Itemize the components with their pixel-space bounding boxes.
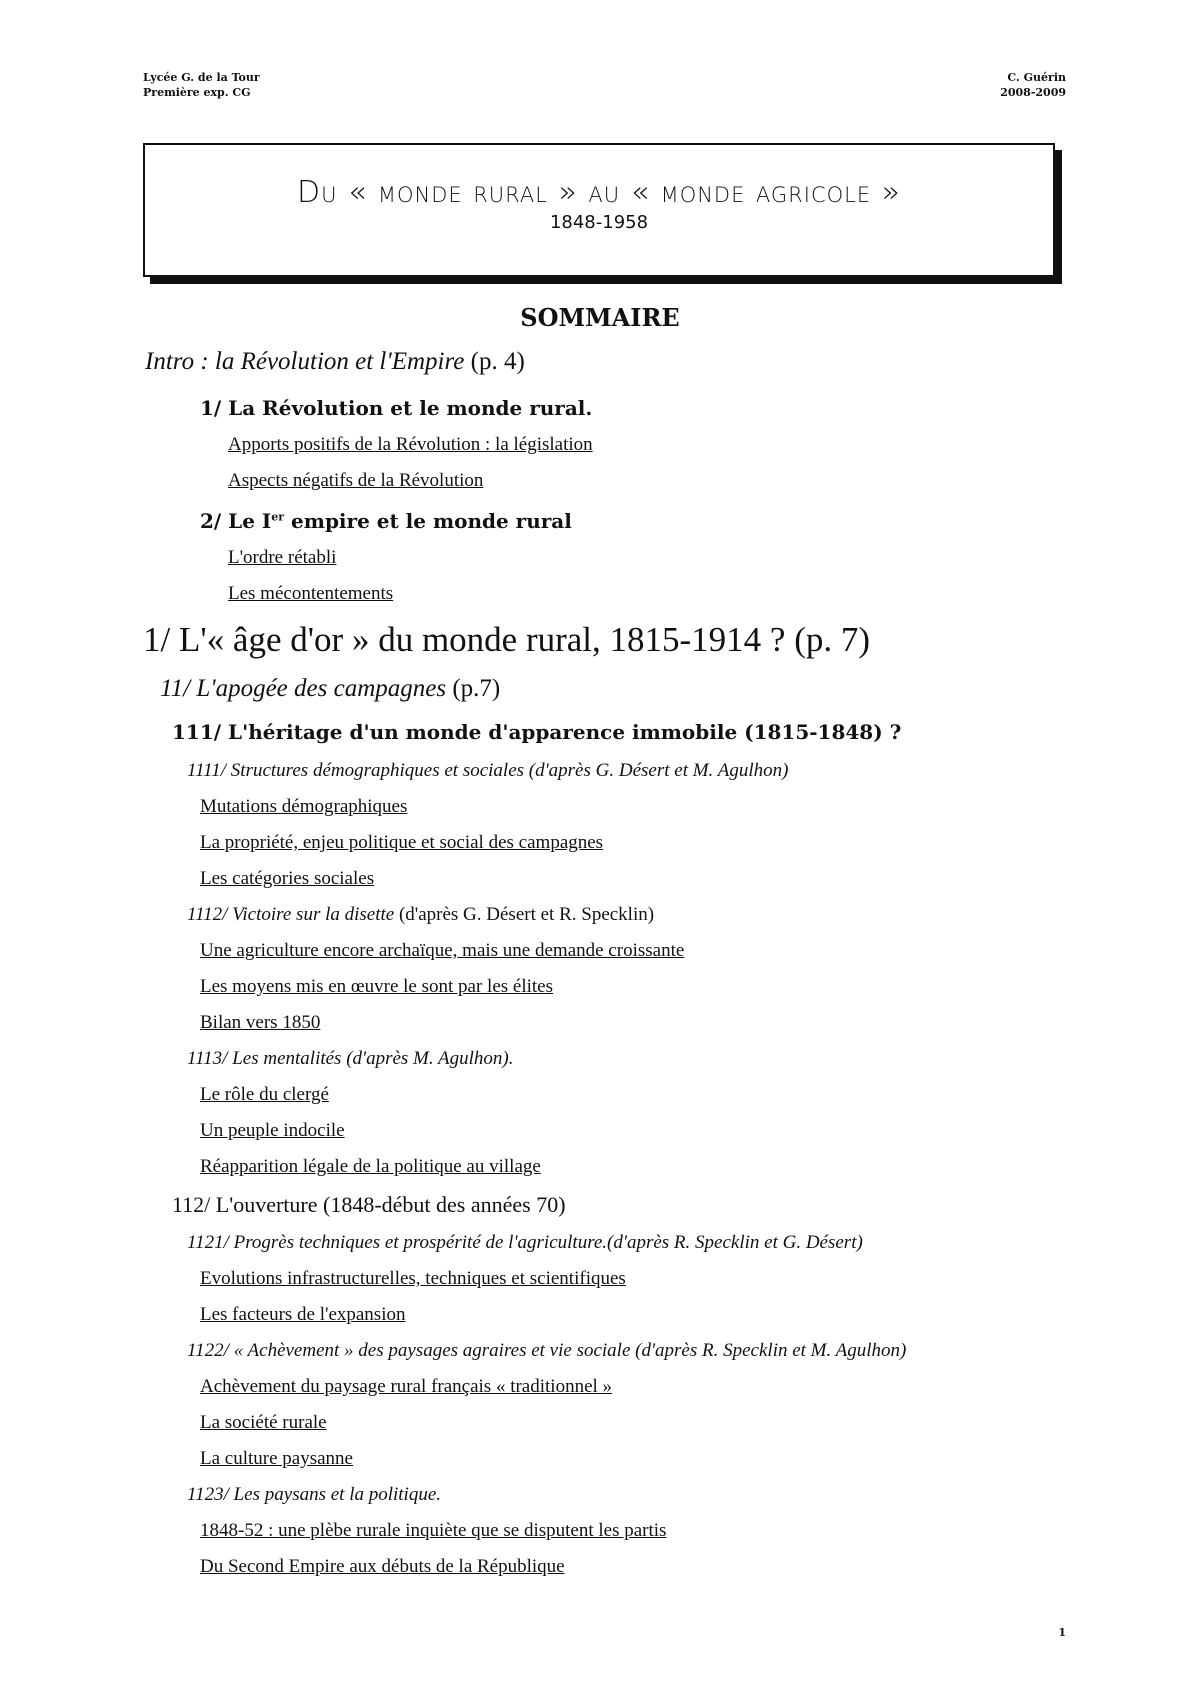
toc-link[interactable]: Mutations démographiques: [200, 796, 408, 817]
header-left: [143, 70, 260, 100]
toc-item-1122[interactable]: 1122/ « Achèvement » des paysages agraires et vie sociale (d'après R. Specklin et M. Agulhon): [187, 1340, 907, 1361]
header-right: [1000, 70, 1066, 100]
toc-link[interactable]: La société rurale: [200, 1412, 327, 1433]
toc-link[interactable]: Le rôle du clergé: [200, 1084, 329, 1105]
toc-section-2-sup: er: [271, 510, 285, 524]
toc-link[interactable]: Réapparition légale de la politique au village: [200, 1156, 541, 1177]
toc-section-2[interactable]: [200, 509, 572, 533]
toc-link[interactable]: Un peuple indocile: [200, 1120, 345, 1141]
toc-link[interactable]: Les moyens mis en œuvre le sont par les élites: [200, 976, 554, 997]
toc-link[interactable]: La culture paysanne: [200, 1448, 353, 1469]
toc-link[interactable]: Bilan vers 1850: [200, 1012, 321, 1033]
toc-chapter-11[interactable]: [160, 675, 500, 703]
toc-item-1112[interactable]: [187, 904, 654, 926]
toc-item-1112-authors: (d'après G. Désert et R. Specklin): [398, 904, 655, 925]
header-class: Première exp. CG: [143, 86, 251, 99]
toc-link[interactable]: Achèvement du paysage rural français « traditionnel »: [200, 1376, 613, 1397]
toc-link[interactable]: Les facteurs de l'expansion: [200, 1304, 406, 1325]
toc-part-1[interactable]: 1/ L'« âge d'or » du monde rural, 1815-1914 ? (p. 7): [143, 620, 871, 659]
toc-link[interactable]: Aspects négatifs de la Révolution: [228, 470, 484, 491]
toc-section-2-post: empire et le monde rural: [284, 509, 572, 533]
header-year: 2008-2009: [1000, 86, 1066, 99]
toc-item-1123[interactable]: 1123/ Les paysans et la politique.: [187, 1484, 442, 1505]
toc-intro[interactable]: [145, 348, 525, 376]
toc-link[interactable]: La propriété, enjeu politique et social des campagnes: [200, 832, 604, 853]
toc-chapter-11-text: 11/ L'apogée des campagnes: [160, 675, 447, 702]
document-dates: 1848-1958: [549, 212, 649, 233]
header-school: Lycée G. de la Tour: [143, 71, 260, 84]
toc-link[interactable]: Apports positifs de la Révolution : la législation: [228, 434, 593, 455]
document-title: Du « monde rural » au « monde agricole »: [296, 175, 902, 210]
toc-section-2-pre: 2/ Le I: [200, 509, 272, 533]
toc-link[interactable]: 1848-52 : une plèbe rurale inquiète que se disputent les partis: [200, 1520, 667, 1541]
toc-section-1[interactable]: 1/ La Révolution et le monde rural.: [200, 396, 593, 420]
page-number: 1: [1058, 1626, 1066, 1639]
toc-item-1111[interactable]: 1111/ Structures démographiques et sociales (d'après G. Désert et M. Agulhon): [187, 760, 789, 781]
toc-chapter-111[interactable]: 111/ L'héritage d'un monde d'apparence immobile (1815-1848) ?: [172, 720, 902, 744]
toc-intro-text: Intro : la Révolution et l'Empire: [145, 348, 465, 375]
toc-link[interactable]: Une agriculture encore archaïque, mais une demande croissante: [200, 940, 685, 961]
toc-chapter-11-page: (p.7): [452, 675, 501, 702]
toc-chapter-112[interactable]: 112/ L'ouverture (1848-début des années 70): [172, 1192, 566, 1217]
toc-link[interactable]: L'ordre rétabli: [228, 547, 337, 568]
toc-link[interactable]: Les mécontentements: [228, 583, 394, 604]
toc-intro-page: (p. 4): [470, 348, 525, 375]
header-author: C. Guérin: [1007, 71, 1066, 84]
toc-link[interactable]: Les catégories sociales: [200, 868, 375, 889]
toc-item-1121[interactable]: 1121/ Progrès techniques et prospérité de l'agriculture.(d'après R. Specklin et G. Désert): [187, 1232, 863, 1253]
toc-link[interactable]: Du Second Empire aux débuts de la République: [200, 1556, 565, 1577]
toc-item-1112-text: 1112/ Victoire sur la disette: [187, 904, 395, 925]
toc-link[interactable]: Evolutions infrastructurelles, techniques et scientifiques: [200, 1268, 626, 1289]
title-box: [143, 143, 1055, 277]
sommaire-heading: SOMMAIRE: [520, 303, 680, 332]
toc-item-1113[interactable]: 1113/ Les mentalités (d'après M. Agulhon).: [187, 1048, 514, 1069]
